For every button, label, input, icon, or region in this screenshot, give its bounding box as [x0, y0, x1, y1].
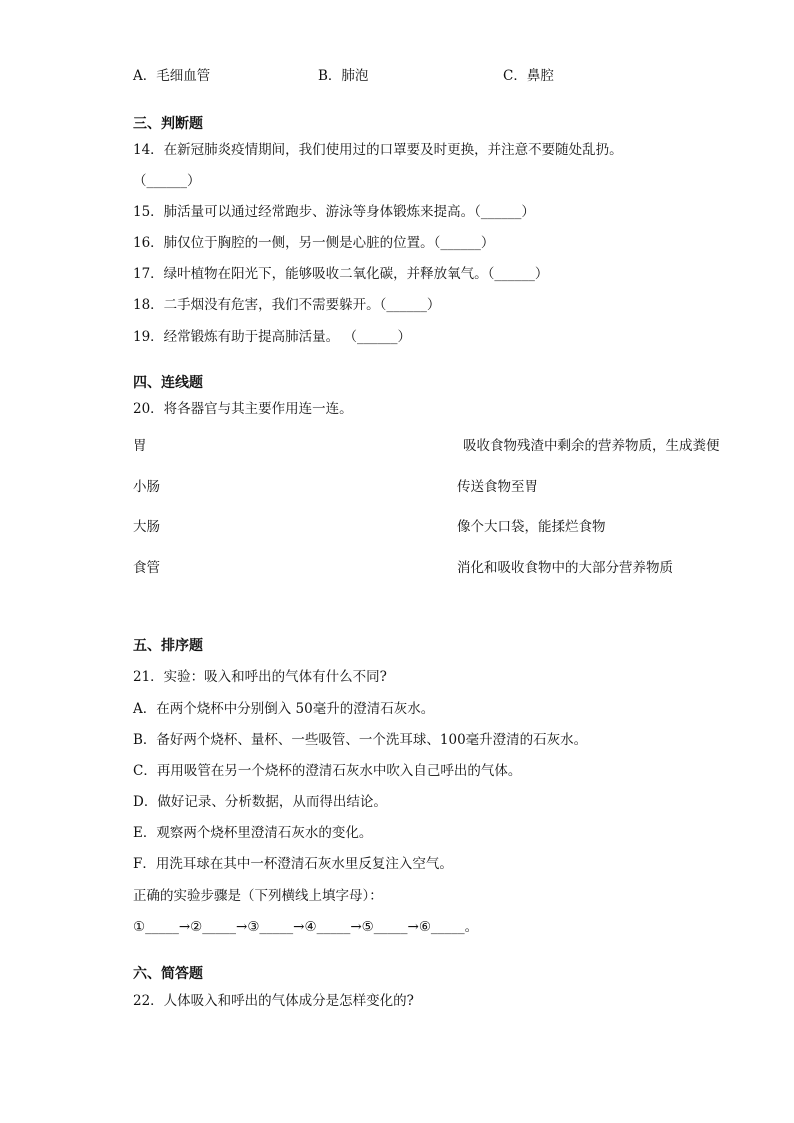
question-21: 21．实验：吸入和呼出的气体有什么不同? — [133, 669, 387, 685]
function-stomach: 像个大口袋，能揉烂食物 — [457, 519, 606, 535]
section-4-heading: 四、连线题 — [133, 375, 203, 391]
section-6-heading: 六、简答题 — [133, 966, 203, 982]
question-20: 20．将各器官与其主要作用连一连。 — [133, 401, 353, 417]
function-large-intestine: 吸收食物残渣中剩余的营养物质，生成粪便 — [463, 438, 720, 454]
ordering-prompt: 正确的实验步骤是（下列横线上填字母）： — [133, 888, 383, 904]
question-22: 22．人体吸入和呼出的气体成分是怎样变化的? — [133, 993, 414, 1009]
step-f: F．用洗耳球在其中一杯澄清石灰水里反复注入空气。 — [133, 856, 453, 872]
section-5-heading: 五、排序题 — [133, 638, 203, 654]
organ-stomach: 胃 — [133, 438, 147, 454]
organ-large-intestine: 大肠 — [133, 519, 160, 535]
function-small-intestine: 消化和吸收食物中的大部分营养物质 — [457, 560, 673, 576]
step-b: B．备好两个烧杯、量杯、一些吸管、一个洗耳球、100毫升澄清的石灰水。 — [133, 732, 588, 748]
function-esophagus: 传送食物至胃 — [457, 479, 538, 495]
q13-option-c: C．鼻腔 — [503, 68, 554, 84]
ordering-answer-line: ①_____→②_____→③_____→④_____→⑤_____→⑥_____。 — [133, 919, 479, 935]
question-15: 15．肺活量可以通过经常跑步、游泳等身体锻炼来提高。（______） — [133, 204, 535, 220]
step-e: E．观察两个烧杯里澄清石灰水的变化。 — [133, 825, 373, 841]
question-16: 16．肺仅位于胸腔的一侧，另一侧是心脏的位置。（______） — [133, 235, 495, 251]
question-19: 19．经常锻炼有助于提高肺活量。 （______） — [133, 329, 411, 345]
organ-small-intestine: 小肠 — [133, 479, 160, 495]
step-d: D．做好记录、分析数据，从而得出结论。 — [133, 794, 387, 810]
step-a: A．在两个烧杯中分别倒入 50毫升的澄清石灰水。 — [133, 701, 435, 717]
q13-option-a: A．毛细血管 — [133, 68, 211, 84]
organ-esophagus: 食管 — [133, 560, 160, 576]
question-14: 14．在新冠肺炎疫情期间，我们使用过的口罩要及时更换，并注意不要随处乱扔。 — [133, 142, 623, 158]
step-c: C．再用吸管在另一个烧杯的澄清石灰水中吹入自己呼出的气体。 — [133, 763, 522, 779]
question-17: 17．绿叶植物在阳光下，能够吸收二氧化碳，并释放氧气。（______） — [133, 266, 549, 282]
section-3-heading: 三、判断题 — [133, 116, 203, 132]
question-18: 18．二手烟没有危害，我们不需要躲开。（______） — [133, 297, 441, 313]
q13-option-b: B．肺泡 — [318, 68, 369, 84]
question-14-blank: （______） — [133, 173, 201, 189]
